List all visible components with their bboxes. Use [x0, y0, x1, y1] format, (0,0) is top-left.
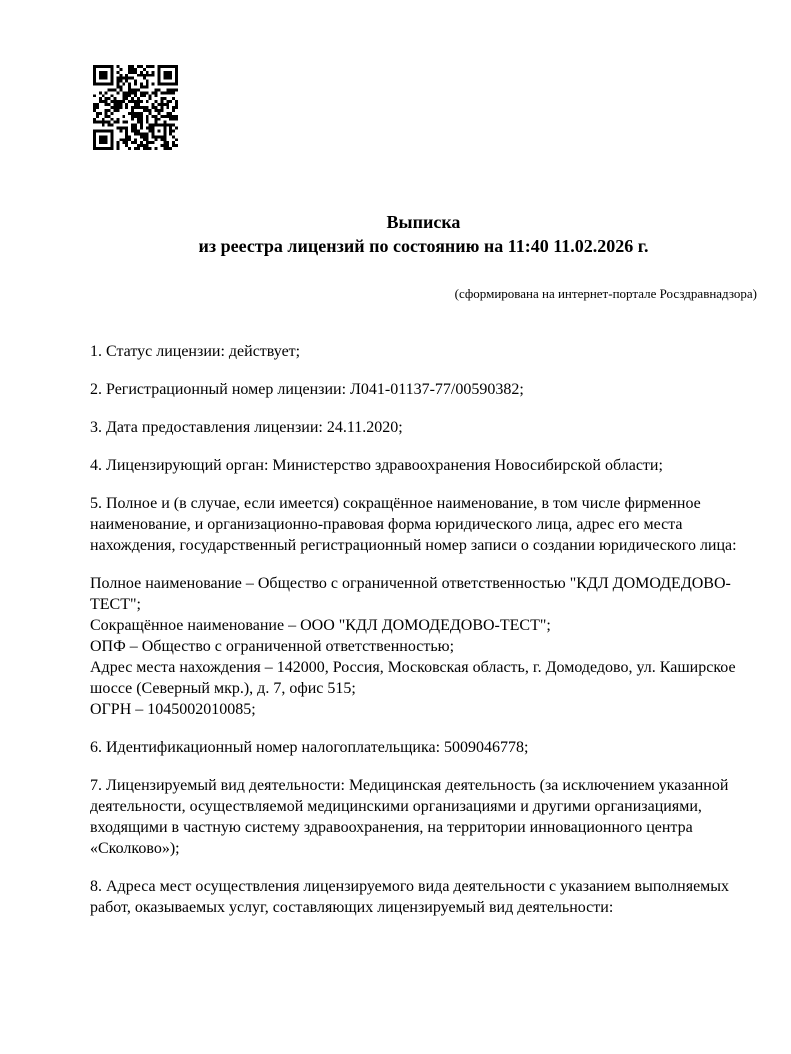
qr-code-glyph — [93, 65, 178, 150]
title-line-2: из реестра лицензий по состоянию на 11:40 11.02.2026 г. — [198, 236, 649, 256]
paragraph — [90, 417, 757, 438]
paragraph — [90, 341, 757, 362]
paragraph — [90, 573, 757, 720]
paragraph — [90, 493, 757, 556]
paragraph-line: 3. Дата предоставления лицензии: 24.11.2020; — [90, 419, 403, 436]
paragraph — [90, 876, 757, 918]
paragraph-line: 8. Адреса мест осуществления лицензируемого вида деятельности с указанием выполняемых работ, оказываемых услуг, составляющих лицензируемый вид деятельности: — [90, 878, 730, 916]
document-title — [90, 205, 757, 258]
paragraph-line: ОГРН – 1045002010085; — [90, 701, 256, 718]
paragraph — [90, 379, 757, 400]
paragraph — [90, 455, 757, 476]
paragraph-line: 7. Лицензируемый вид деятельности: Медицинская деятельность (за исключением указанной деятельности, осуществляемой медицинскими организациями и другими организациями, входящими в частную систему здравоохранения, на территории инновационного центра «Сколково»); — [90, 777, 729, 857]
title-line-1: Выписка — [386, 212, 461, 232]
paragraph — [90, 775, 757, 859]
paragraph-line: 5. Полное и (в случае, если имеется) сокращённое наименование, в том числе фирменное наименование, и организационно-правовая форма юридического лица, адрес его места нахождения, государственный регистрационный номер записи о создании юридического лица: — [90, 495, 737, 554]
paragraph-line: 1. Статус лицензии: действует; — [90, 343, 301, 360]
paragraph-line: 6. Идентификационный номер налогоплательщика: 5009046778; — [90, 739, 529, 756]
paragraph-line: Адрес места нахождения – 142000, Россия, Московская область, г. Домодедово, ул. Каширское шоссе (Северный мкр.), д. 7, офис 515; — [90, 659, 736, 697]
document-content — [90, 205, 757, 935]
paragraph — [90, 737, 757, 758]
formation-note: (сформирована на интернет-портале Росздравнадзора) — [454, 286, 757, 301]
paragraph-line: Сокращённое наименование – ООО "КДЛ ДОМОДЕДОВО-ТЕСТ"; — [90, 617, 551, 634]
paragraph-line: 4. Лицензирующий орган: Министерство здравоохранения Новосибирской области; — [90, 457, 663, 474]
paragraph-line: 2. Регистрационный номер лицензии: Л041-01137-77/00590382; — [90, 381, 524, 398]
paragraph-line: Полное наименование – Общество с ограниченной ответственностью "КДЛ ДОМОДЕДОВО-ТЕСТ"; — [90, 575, 731, 613]
paragraph-list — [90, 341, 757, 918]
paragraph-line: ОПФ – Общество с ограниченной ответственностью; — [90, 638, 455, 655]
qr-code-icon — [93, 65, 178, 150]
